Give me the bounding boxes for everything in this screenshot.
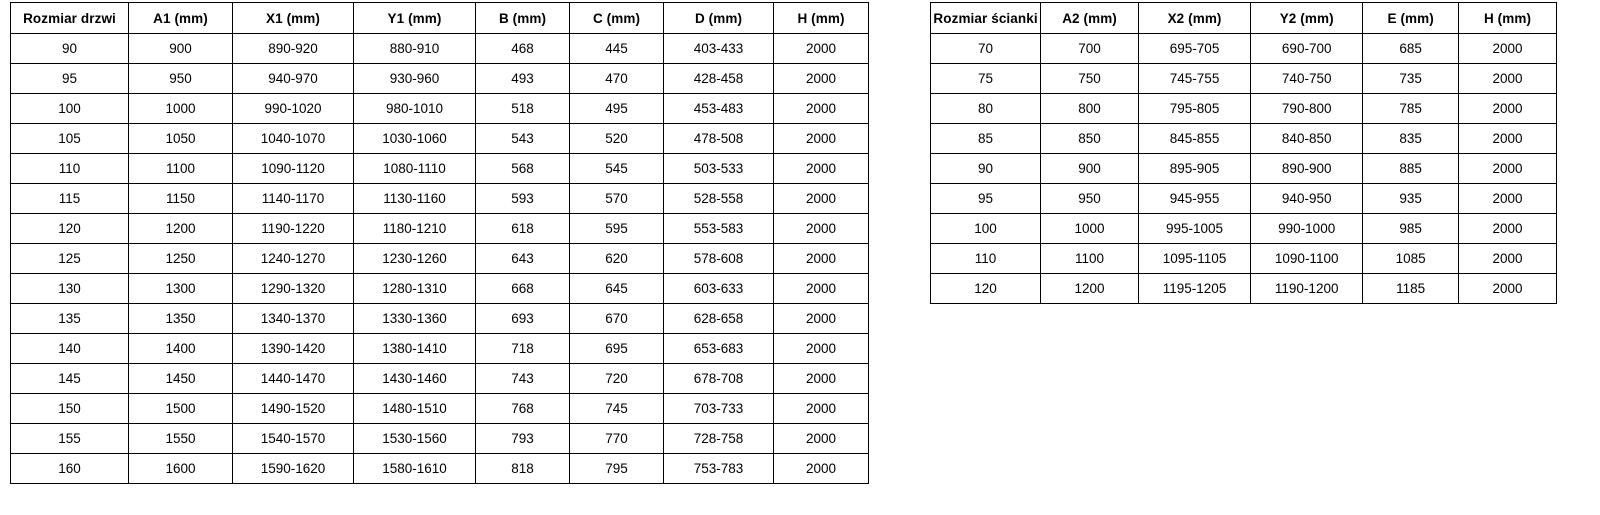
cell: 495 [570, 94, 664, 124]
cell: 753-783 [664, 454, 774, 484]
cell: 990-1020 [233, 94, 354, 124]
cell: 543 [476, 124, 570, 154]
cell: 720 [570, 364, 664, 394]
cell: 2000 [774, 214, 869, 244]
cell: 160 [11, 454, 129, 484]
cell: 130 [11, 274, 129, 304]
cell: 593 [476, 184, 570, 214]
cell: 453-483 [664, 94, 774, 124]
cell: 693 [476, 304, 570, 334]
cell: 785 [1363, 94, 1459, 124]
cell: 2000 [1459, 94, 1557, 124]
cell: 1340-1370 [233, 304, 354, 334]
cell: 468 [476, 34, 570, 64]
cell: 1350 [129, 304, 233, 334]
cell: 1290-1320 [233, 274, 354, 304]
cell: 1240-1270 [233, 244, 354, 274]
cell: 985 [1363, 214, 1459, 244]
table-row [11, 154, 869, 184]
cell: 105 [11, 124, 129, 154]
cell: 2000 [774, 394, 869, 424]
cell: 90 [931, 154, 1041, 184]
cell: 1030-1060 [354, 124, 476, 154]
walls-table-body [931, 34, 1557, 304]
cell: 1500 [129, 394, 233, 424]
table-row [11, 184, 869, 214]
cell: 2000 [774, 34, 869, 64]
doors-table-body [11, 34, 869, 484]
cell: 2000 [774, 364, 869, 394]
cell: 2000 [774, 424, 869, 454]
table-row [11, 394, 869, 424]
cell: 645 [570, 274, 664, 304]
table-row [11, 454, 869, 484]
cell: 95 [11, 64, 129, 94]
cell: 493 [476, 64, 570, 94]
column-header-d: D (mm) [664, 3, 774, 34]
cell: 2000 [774, 124, 869, 154]
cell: 2000 [1459, 244, 1557, 274]
cell: 750 [1041, 64, 1139, 94]
column-header-b: B (mm) [476, 3, 570, 34]
table-row [931, 124, 1557, 154]
table-row [11, 424, 869, 454]
column-header-h: H (mm) [1459, 3, 1557, 34]
column-header-x2: X2 (mm) [1138, 3, 1250, 34]
column-header-h: H (mm) [774, 3, 869, 34]
cell: 150 [11, 394, 129, 424]
cell: 478-508 [664, 124, 774, 154]
cell: 445 [570, 34, 664, 64]
column-header-wall-size: Rozmiar ścianki [931, 3, 1041, 34]
cell: 85 [931, 124, 1041, 154]
cell: 2000 [774, 304, 869, 334]
cell: 1200 [129, 214, 233, 244]
cell: 628-658 [664, 304, 774, 334]
cell: 1100 [129, 154, 233, 184]
cell: 1390-1420 [233, 334, 354, 364]
table-row [931, 274, 1557, 304]
cell: 1580-1610 [354, 454, 476, 484]
cell: 80 [931, 94, 1041, 124]
cell: 2000 [774, 334, 869, 364]
cell: 75 [931, 64, 1041, 94]
cell: 1540-1570 [233, 424, 354, 454]
cell: 1150 [129, 184, 233, 214]
cell: 595 [570, 214, 664, 244]
table-row [11, 64, 869, 94]
table-row [931, 94, 1557, 124]
cell: 145 [11, 364, 129, 394]
cell: 1590-1620 [233, 454, 354, 484]
cell: 1000 [1041, 214, 1139, 244]
cell: 1090-1120 [233, 154, 354, 184]
cell: 1280-1310 [354, 274, 476, 304]
cell: 668 [476, 274, 570, 304]
cell: 115 [11, 184, 129, 214]
table-row [931, 184, 1557, 214]
walls-spec-table-container [930, 2, 1557, 304]
cell: 2000 [1459, 274, 1557, 304]
cell: 795-805 [1138, 94, 1250, 124]
cell: 2000 [1459, 124, 1557, 154]
cell: 890-920 [233, 34, 354, 64]
cell: 900 [1041, 154, 1139, 184]
cell: 618 [476, 214, 570, 244]
cell: 1430-1460 [354, 364, 476, 394]
cell: 850 [1041, 124, 1139, 154]
table-header-row [11, 3, 869, 34]
table-row [11, 94, 869, 124]
cell: 70 [931, 34, 1041, 64]
column-header-y2: Y2 (mm) [1251, 3, 1363, 34]
doors-spec-table-container [10, 2, 846, 484]
cell: 718 [476, 334, 570, 364]
cell: 1085 [1363, 244, 1459, 274]
table-row [11, 274, 869, 304]
cell: 1600 [129, 454, 233, 484]
cell: 140 [11, 334, 129, 364]
cell: 1450 [129, 364, 233, 394]
cell: 2000 [1459, 34, 1557, 64]
cell: 1130-1160 [354, 184, 476, 214]
column-header-x1: X1 (mm) [233, 3, 354, 34]
table-row [11, 364, 869, 394]
cell: 980-1010 [354, 94, 476, 124]
cell: 1440-1470 [233, 364, 354, 394]
cell: 1380-1410 [354, 334, 476, 364]
cell: 155 [11, 424, 129, 454]
cell: 900 [129, 34, 233, 64]
cell: 1300 [129, 274, 233, 304]
cell: 678-708 [664, 364, 774, 394]
cell: 995-1005 [1138, 214, 1250, 244]
cell: 135 [11, 304, 129, 334]
cell: 1190-1220 [233, 214, 354, 244]
cell: 745-755 [1138, 64, 1250, 94]
cell: 690-700 [1251, 34, 1363, 64]
cell: 800 [1041, 94, 1139, 124]
cell: 940-950 [1251, 184, 1363, 214]
cell: 95 [931, 184, 1041, 214]
cell: 950 [129, 64, 233, 94]
cell: 2000 [1459, 154, 1557, 184]
cell: 100 [931, 214, 1041, 244]
cell: 885 [1363, 154, 1459, 184]
cell: 1550 [129, 424, 233, 454]
cell: 100 [11, 94, 129, 124]
table-row [11, 304, 869, 334]
cell: 2000 [774, 244, 869, 274]
column-header-a1: A1 (mm) [129, 3, 233, 34]
cell: 568 [476, 154, 570, 184]
cell: 643 [476, 244, 570, 274]
column-header-y1: Y1 (mm) [354, 3, 476, 34]
table-row [11, 244, 869, 274]
table-row [11, 124, 869, 154]
cell: 743 [476, 364, 570, 394]
cell: 685 [1363, 34, 1459, 64]
cell: 2000 [774, 154, 869, 184]
table-row [11, 334, 869, 364]
cell: 1230-1260 [354, 244, 476, 274]
cell: 845-855 [1138, 124, 1250, 154]
cell: 620 [570, 244, 664, 274]
cell: 728-758 [664, 424, 774, 454]
cell: 520 [570, 124, 664, 154]
column-header-door-size: Rozmiar drzwi [11, 3, 129, 34]
cell: 2000 [774, 184, 869, 214]
cell: 428-458 [664, 64, 774, 94]
cell: 1095-1105 [1138, 244, 1250, 274]
cell: 503-533 [664, 154, 774, 184]
column-header-c: C (mm) [570, 3, 664, 34]
cell: 603-633 [664, 274, 774, 304]
cell: 125 [11, 244, 129, 274]
cell: 110 [931, 244, 1041, 274]
cell: 470 [570, 64, 664, 94]
cell: 950 [1041, 184, 1139, 214]
walls-table-header [931, 3, 1557, 34]
cell: 740-750 [1251, 64, 1363, 94]
cell: 990-1000 [1251, 214, 1363, 244]
column-header-e: E (mm) [1363, 3, 1459, 34]
cell: 90 [11, 34, 129, 64]
cell: 2000 [774, 274, 869, 304]
cell: 1140-1170 [233, 184, 354, 214]
cell: 545 [570, 154, 664, 184]
table-row [931, 244, 1557, 274]
cell: 110 [11, 154, 129, 184]
table-row [11, 34, 869, 64]
cell: 793 [476, 424, 570, 454]
doors-spec-table [10, 2, 869, 484]
cell: 1530-1560 [354, 424, 476, 454]
cell: 770 [570, 424, 664, 454]
cell: 403-433 [664, 34, 774, 64]
cell: 1050 [129, 124, 233, 154]
cell: 835 [1363, 124, 1459, 154]
column-header-a2: A2 (mm) [1041, 3, 1139, 34]
cell: 2000 [1459, 64, 1557, 94]
cell: 790-800 [1251, 94, 1363, 124]
cell: 518 [476, 94, 570, 124]
cell: 670 [570, 304, 664, 334]
walls-spec-table [930, 2, 1557, 304]
cell: 890-900 [1251, 154, 1363, 184]
cell: 1180-1210 [354, 214, 476, 244]
cell: 895-905 [1138, 154, 1250, 184]
cell: 528-558 [664, 184, 774, 214]
cell: 1250 [129, 244, 233, 274]
cell: 120 [11, 214, 129, 244]
cell: 578-608 [664, 244, 774, 274]
cell: 2000 [774, 454, 869, 484]
cell: 795 [570, 454, 664, 484]
table-row [931, 154, 1557, 184]
cell: 840-850 [1251, 124, 1363, 154]
cell: 1400 [129, 334, 233, 364]
cell: 653-683 [664, 334, 774, 364]
table-header-row [931, 3, 1557, 34]
cell: 1480-1510 [354, 394, 476, 424]
cell: 930-960 [354, 64, 476, 94]
cell: 2000 [1459, 184, 1557, 214]
cell: 880-910 [354, 34, 476, 64]
cell: 703-733 [664, 394, 774, 424]
cell: 1100 [1041, 244, 1139, 274]
cell: 2000 [1459, 214, 1557, 244]
table-row [931, 64, 1557, 94]
cell: 768 [476, 394, 570, 424]
cell: 695 [570, 334, 664, 364]
cell: 1190-1200 [1251, 274, 1363, 304]
cell: 695-705 [1138, 34, 1250, 64]
cell: 1200 [1041, 274, 1139, 304]
cell: 2000 [774, 64, 869, 94]
cell: 1000 [129, 94, 233, 124]
table-row [931, 34, 1557, 64]
table-row [931, 214, 1557, 244]
cell: 1490-1520 [233, 394, 354, 424]
cell: 1040-1070 [233, 124, 354, 154]
table-row [11, 214, 869, 244]
cell: 2000 [774, 94, 869, 124]
doors-table-header [11, 3, 869, 34]
cell: 1185 [1363, 274, 1459, 304]
cell: 1080-1110 [354, 154, 476, 184]
cell: 945-955 [1138, 184, 1250, 214]
cell: 1195-1205 [1138, 274, 1250, 304]
cell: 745 [570, 394, 664, 424]
cell: 1330-1360 [354, 304, 476, 334]
cell: 735 [1363, 64, 1459, 94]
cell: 120 [931, 274, 1041, 304]
cell: 935 [1363, 184, 1459, 214]
cell: 818 [476, 454, 570, 484]
cell: 1090-1100 [1251, 244, 1363, 274]
cell: 553-583 [664, 214, 774, 244]
cell: 700 [1041, 34, 1139, 64]
cell: 940-970 [233, 64, 354, 94]
cell: 570 [570, 184, 664, 214]
